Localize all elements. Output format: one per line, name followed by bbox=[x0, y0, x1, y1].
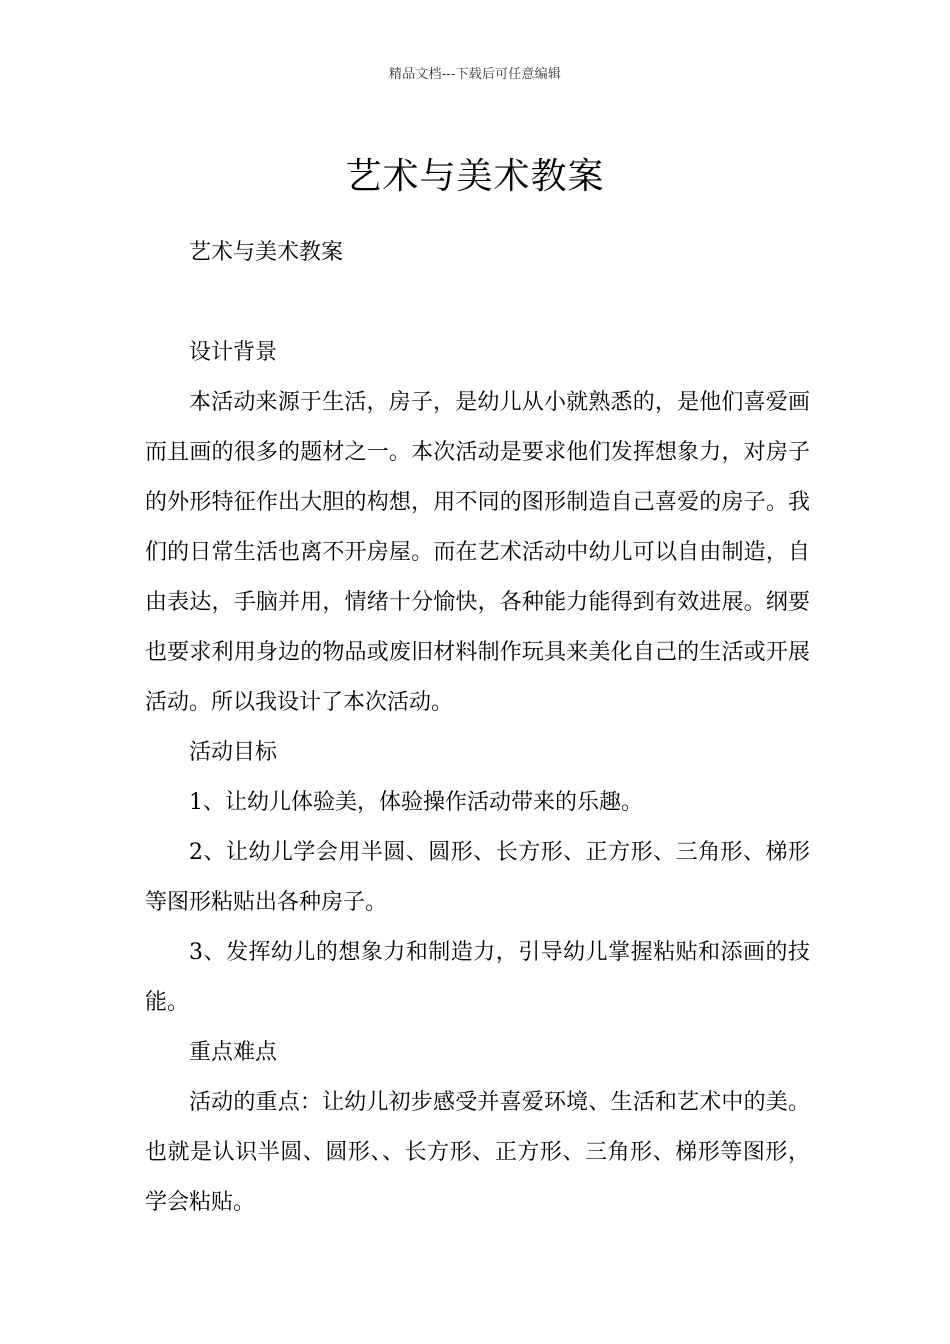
background-paragraph: 本活动来源于生活，房子，是幼儿从小就熟悉的，是他们喜爱画而且画的很多的题材之一。本次活动是要求他们发挥想象力，对房子的外形特征作出大胆的构想，用不同的图形制造自己喜爱的房子。我们的日常生活也离不开房屋。而在艺术活动中幼儿可以自由制造，自由表达，手脑并用，情绪十分愉快，各种能力能得到有效进展。纲要也要求利用身边的物品或废旧材料制作玩具来美化自己的生活或开展活动。所以我设计了本次活动。 bbox=[145, 390, 810, 715]
section-heading-background: 设计背景 bbox=[189, 340, 278, 365]
document-body bbox=[145, 228, 810, 1228]
goal-item-2: 2、让幼儿学会用半圆、圆形、长方形、正方形、三角形、梯形等图形粘贴出各种房子。 bbox=[145, 840, 810, 915]
header-note: 精品文档---下载后可任意编辑 bbox=[388, 67, 562, 82]
key-points-paragraph: 活动的重点：让幼儿初步感受并喜爱环境、生活和艺术中的美。也就是认识半圆、圆形、、长方形、正方形、三角形、梯形等图形，学会粘贴。 bbox=[145, 1090, 810, 1215]
document-title: 艺术与美术教案 bbox=[345, 156, 605, 198]
section-heading-goals: 活动目标 bbox=[189, 740, 278, 765]
goal-item-3: 3、发挥幼儿的想象力和制造力，引导幼儿掌握粘贴和添画的技能。 bbox=[145, 940, 810, 1015]
subtitle-paragraph: 艺术与美术教案 bbox=[189, 240, 344, 265]
blank-line bbox=[145, 278, 810, 328]
goal-item-1: 1、让幼儿体验美，体验操作活动带来的乐趣。 bbox=[189, 790, 643, 815]
section-heading-key-points: 重点难点 bbox=[189, 1040, 278, 1065]
